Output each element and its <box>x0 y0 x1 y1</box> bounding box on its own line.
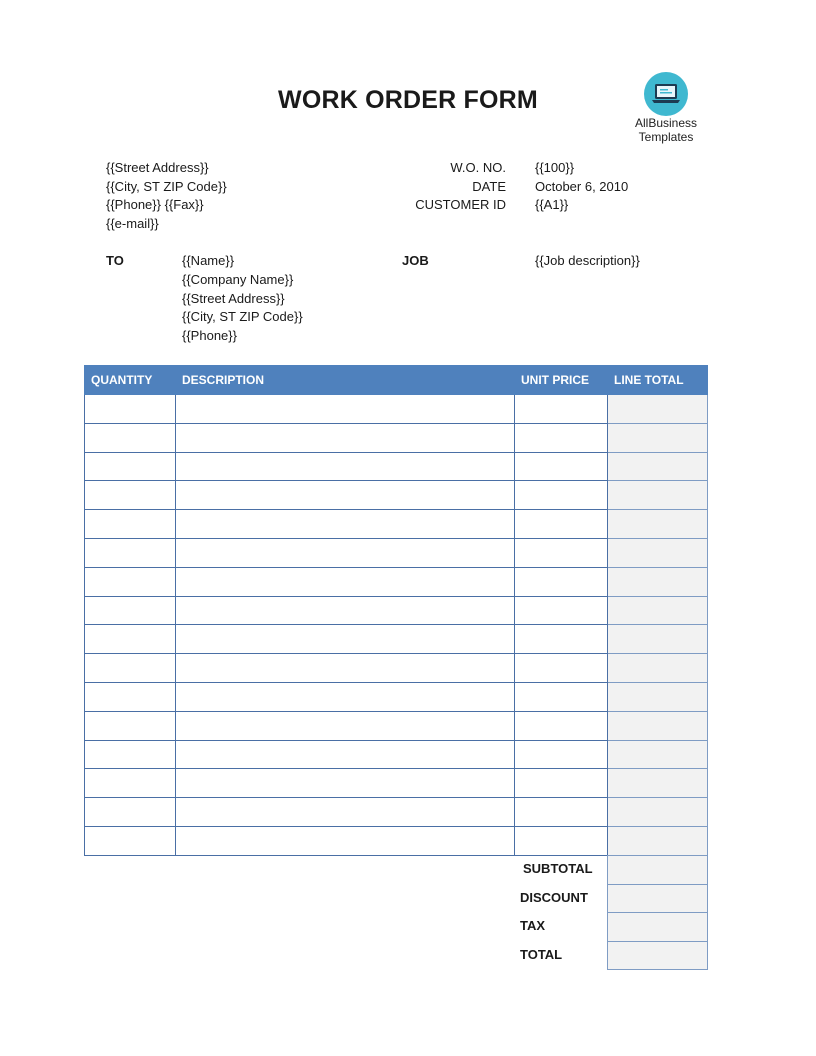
table-row <box>85 423 708 452</box>
total-label: TOTAL <box>520 947 563 962</box>
summary-table <box>607 855 708 970</box>
quantity-cell[interactable] <box>85 625 176 654</box>
line-total-cell[interactable] <box>608 596 708 625</box>
to-phone: {{Phone}} <box>182 328 237 343</box>
table-row <box>85 510 708 539</box>
unit-price-cell[interactable] <box>515 682 608 711</box>
header-unit-price: UNIT PRICE <box>515 366 608 395</box>
description-cell[interactable] <box>176 423 515 452</box>
laptop-icon <box>644 72 688 116</box>
discount-cell[interactable] <box>608 884 708 913</box>
line-items-table <box>84 365 708 856</box>
table-row <box>85 682 708 711</box>
unit-price-cell[interactable] <box>515 452 608 481</box>
quantity-cell[interactable] <box>85 682 176 711</box>
unit-price-cell[interactable] <box>515 798 608 827</box>
unit-price-cell[interactable] <box>515 711 608 740</box>
unit-price-cell[interactable] <box>515 567 608 596</box>
subtotal-cell[interactable] <box>608 856 708 885</box>
table-row <box>85 567 708 596</box>
quantity-cell[interactable] <box>85 452 176 481</box>
description-cell[interactable] <box>176 567 515 596</box>
line-total-cell[interactable] <box>608 510 708 539</box>
table-row <box>85 769 708 798</box>
unit-price-cell[interactable] <box>515 625 608 654</box>
tax-cell[interactable] <box>608 913 708 942</box>
date-value: October 6, 2010 <box>535 179 629 194</box>
table-row <box>85 625 708 654</box>
tax-label: TAX <box>520 918 546 933</box>
quantity-cell[interactable] <box>85 711 176 740</box>
header-line-total: LINE TOTAL <box>608 366 708 395</box>
line-total-cell[interactable] <box>608 423 708 452</box>
to-city: {{City, ST ZIP Code}} <box>182 309 303 324</box>
unit-price-cell[interactable] <box>515 538 608 567</box>
to-label: TO <box>106 253 124 268</box>
line-total-cell[interactable] <box>608 567 708 596</box>
table-row <box>85 711 708 740</box>
quantity-cell[interactable] <box>85 654 176 683</box>
wo-no-value: {{100}} <box>535 160 575 175</box>
description-cell[interactable] <box>176 395 515 424</box>
job-description: {{Job description}} <box>535 253 640 268</box>
table-header-row <box>85 366 708 395</box>
date-label: DATE <box>472 179 506 194</box>
quantity-cell[interactable] <box>85 567 176 596</box>
table-row <box>85 395 708 424</box>
description-cell[interactable] <box>176 826 515 855</box>
table-row <box>85 452 708 481</box>
description-cell[interactable] <box>176 682 515 711</box>
unit-price-cell[interactable] <box>515 654 608 683</box>
description-cell[interactable] <box>176 625 515 654</box>
page-title: WORK ORDER FORM <box>278 86 538 114</box>
header-description: DESCRIPTION <box>176 366 515 395</box>
table-row <box>85 538 708 567</box>
unit-price-cell[interactable] <box>515 769 608 798</box>
line-total-cell[interactable] <box>608 740 708 769</box>
table-row <box>85 798 708 827</box>
unit-price-cell[interactable] <box>515 481 608 510</box>
unit-price-cell[interactable] <box>515 423 608 452</box>
description-cell[interactable] <box>176 538 515 567</box>
logo-text-line2: Templates <box>638 130 694 144</box>
description-cell[interactable] <box>176 654 515 683</box>
job-label: JOB <box>402 253 429 268</box>
table-row <box>85 740 708 769</box>
to-name: {{Name}} <box>182 253 235 268</box>
line-total-cell[interactable] <box>608 654 708 683</box>
logo-text-line1: AllBusiness <box>634 116 698 130</box>
quantity-cell[interactable] <box>85 423 176 452</box>
quantity-cell[interactable] <box>85 481 176 510</box>
wo-no-label: W.O. NO. <box>450 160 506 175</box>
quantity-cell[interactable] <box>85 538 176 567</box>
quantity-cell[interactable] <box>85 596 176 625</box>
line-total-cell[interactable] <box>608 769 708 798</box>
customer-id-label: CUSTOMER ID <box>415 197 506 212</box>
line-total-cell[interactable] <box>608 625 708 654</box>
table-row <box>85 826 708 855</box>
line-total-cell[interactable] <box>608 682 708 711</box>
quantity-cell[interactable] <box>85 826 176 855</box>
customer-id-value: {{A1}} <box>535 197 569 212</box>
sender-phone-fax: {{Phone}} {{Fax}} <box>106 197 204 212</box>
unit-price-cell[interactable] <box>515 826 608 855</box>
table-row <box>85 596 708 625</box>
description-cell[interactable] <box>176 481 515 510</box>
sender-email: {{e-mail}} <box>106 216 159 231</box>
table-row <box>85 481 708 510</box>
description-cell[interactable] <box>176 798 515 827</box>
header-quantity: QUANTITY <box>85 366 176 395</box>
subtotal-label: SUBTOTAL <box>523 861 593 876</box>
quantity-cell[interactable] <box>85 769 176 798</box>
logo <box>628 72 704 144</box>
description-cell[interactable] <box>176 711 515 740</box>
line-total-cell[interactable] <box>608 538 708 567</box>
description-cell[interactable] <box>176 510 515 539</box>
description-cell[interactable] <box>176 740 515 769</box>
sender-city: {{City, ST ZIP Code}} <box>106 179 227 194</box>
unit-price-cell[interactable] <box>515 740 608 769</box>
description-cell[interactable] <box>176 769 515 798</box>
description-cell[interactable] <box>176 596 515 625</box>
sender-street: {{Street Address}} <box>106 160 209 175</box>
unit-price-cell[interactable] <box>515 510 608 539</box>
quantity-cell[interactable] <box>85 740 176 769</box>
line-total-cell[interactable] <box>608 711 708 740</box>
line-total-cell[interactable] <box>608 481 708 510</box>
unit-price-cell[interactable] <box>515 395 608 424</box>
quantity-cell[interactable] <box>85 510 176 539</box>
total-cell[interactable] <box>608 941 708 970</box>
line-total-cell[interactable] <box>608 452 708 481</box>
table-body <box>85 395 708 856</box>
unit-price-cell[interactable] <box>515 596 608 625</box>
quantity-cell[interactable] <box>85 798 176 827</box>
line-total-cell[interactable] <box>608 798 708 827</box>
to-street: {{Street Address}} <box>182 291 285 306</box>
description-cell[interactable] <box>176 452 515 481</box>
to-company: {{Company Name}} <box>182 272 294 287</box>
discount-label: DISCOUNT <box>520 890 588 905</box>
line-total-cell[interactable] <box>608 826 708 855</box>
quantity-cell[interactable] <box>85 395 176 424</box>
line-total-cell[interactable] <box>608 395 708 424</box>
table-row <box>85 654 708 683</box>
